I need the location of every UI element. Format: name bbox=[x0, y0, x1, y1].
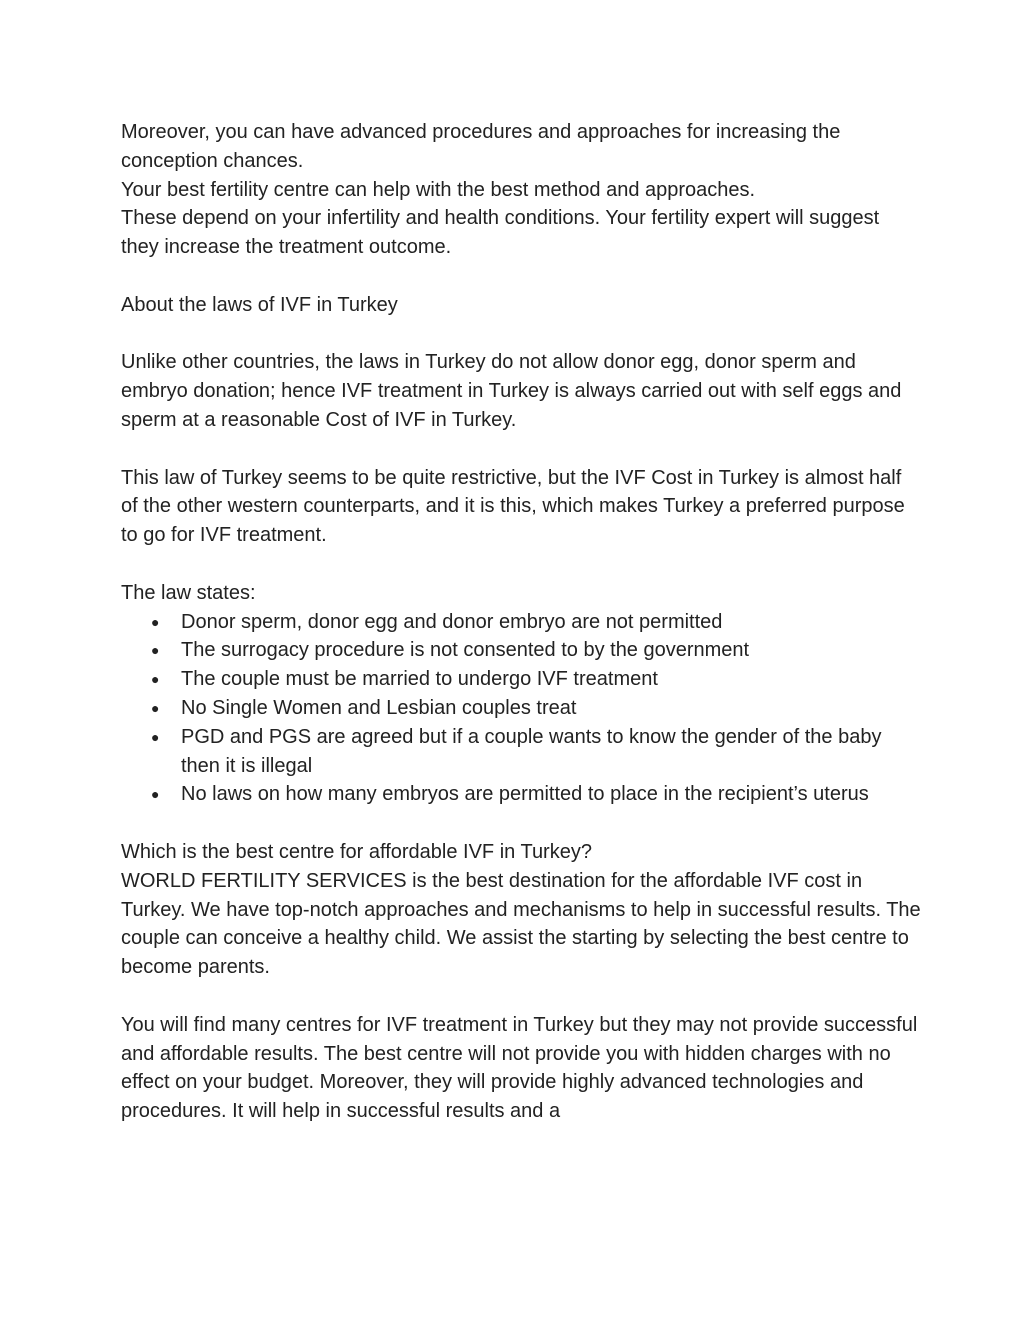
law-states-heading: The law states: bbox=[121, 581, 256, 604]
laws-heading: About the laws of IVF in Turkey bbox=[121, 293, 398, 316]
document-page bbox=[121, 118, 921, 1126]
list-item bbox=[121, 694, 921, 723]
spacer bbox=[121, 435, 921, 464]
spacer bbox=[121, 550, 921, 579]
spacer bbox=[121, 982, 921, 1011]
list-item-text: The surrogacy procedure is not consented to by the government bbox=[181, 639, 750, 662]
bullet-icon: ● bbox=[151, 786, 160, 803]
spacer bbox=[121, 320, 921, 349]
spacer bbox=[121, 809, 921, 838]
closing-paragraph: You will find many centres for IVF treatment in Turkey but they may not provide successful and affordable results. The best centre will not provide you with hidden charges with no effect on your budget. Moreover, they will provide highly advanced technologies and procedures. It will help in successful results and a bbox=[121, 1013, 918, 1123]
intro-paragraph-2: Your best fertility centre can help with the best method and approaches. bbox=[121, 178, 756, 201]
laws-paragraph-1: Unlike other countries, the laws in Turkey do not allow donor egg, donor sperm and embryo donation; hence IVF treatment in Turkey is always carried out with self eggs and sperm at a reasonable Cost of IVF in Turkey. bbox=[121, 351, 902, 431]
best-centre-answer: WORLD FERTILITY SERVICES is the best destination for the affordable IVF cost in Turkey. We have top-notch approaches and mechanisms to help in successful results. The couple can conceive a healthy child. We assist the starting by selecting the best centre to become parents. bbox=[121, 869, 921, 979]
list-item-text: Donor sperm, donor egg and donor embryo are not permitted bbox=[181, 610, 723, 633]
list-item bbox=[121, 636, 921, 665]
laws-paragraph-2: This law of Turkey seems to be quite restrictive, but the IVF Cost in Turkey is almost half of the other western counterparts, and it is this, which makes Turkey a preferred purpose to go for IVF treatment. bbox=[121, 466, 905, 547]
list-item bbox=[121, 665, 921, 694]
bullet-icon: ● bbox=[151, 613, 160, 630]
list-item-text: The couple must be married to undergo IVF treatment bbox=[181, 668, 658, 691]
bullet-icon: ● bbox=[151, 699, 160, 716]
intro-paragraph-3: These depend on your infertility and health conditions. Your fertility expert will suggest they increase the treatment outcome. bbox=[121, 207, 880, 259]
law-list bbox=[121, 608, 921, 810]
spacer bbox=[121, 262, 921, 291]
list-item bbox=[121, 608, 921, 637]
best-centre-question: Which is the best centre for affordable IVF in Turkey? bbox=[121, 840, 592, 863]
bullet-icon: ● bbox=[151, 642, 160, 659]
bullet-icon: ● bbox=[151, 671, 160, 688]
list-item bbox=[121, 723, 921, 781]
bullet-icon: ● bbox=[151, 728, 160, 745]
intro-paragraph-1: Moreover, you can have advanced procedures and approaches for increasing the conception chances. bbox=[121, 121, 841, 172]
list-item-text: PGD and PGS are agreed but if a couple wants to know the gender of the baby then it is illegal bbox=[181, 725, 882, 777]
list-item-text: No laws on how many embryos are permitted to place in the recipient’s uterus bbox=[181, 783, 869, 806]
list-item bbox=[121, 780, 921, 809]
list-item-text: No Single Women and Lesbian couples treat bbox=[181, 696, 577, 719]
